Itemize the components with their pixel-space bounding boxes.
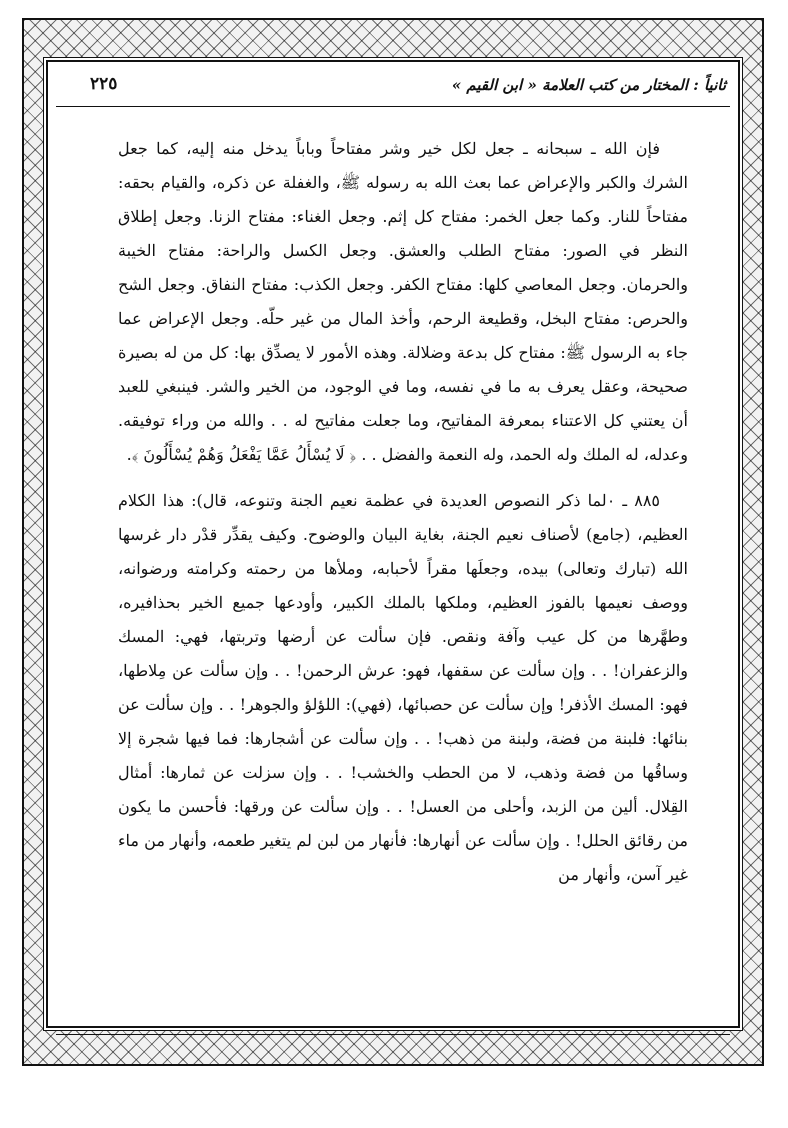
running-title: ثانياً : المختار من كتب العلامة « ابن القيم » bbox=[451, 76, 726, 94]
paragraph-paradise: ٨٨٥ ـ ٠لما ذكر النصوص العديدة في عظمة نعيم الجنة وتنوعه، قال): هذا الكلام العظيم، (جامع) لأصناف نعيم الجنة، بغاية البيان والوضوح. وكيف يقدِّر قدْر دار غرسها الله (تبارك وتعالى) بيده، وجعلَها مقراً لأحبابه، وملأها من رحمته وكرامته ورضوانه، ووصف نعيمها بالفوز العظيم، وملكها بالملك الكبير، وأودعها جميع الخير بحذافيره، وطهَّرها من كل عيب وآفة ونقص. فإن سألت عن أرضها وتربتها، فهي: المسك والزعفران! . . وإن سألت عن سقفها، فهو: عرش الرحمن! . . وإن سألت عن مِلاطها، فهو: المسك الأذفر! وإن سألت عن حصبائها، (فهي): اللؤلؤ والجوهر! . . وإن سألت عن بنائها: فلبنة من فضة، ولبنة من ذهب! . . وإن سألت عن أشجارها: فما فيها شجرة إلا وساقُها من فضة وذهب، لا من الحطب والخشب! . . وإن سزلت عن ثمارها: أمثال القِلال. ألين من الزبد، وأحلى من العسل! . . وإن سألت عن ورقها: فأحسن ما يكون من رقائق الحلل! . وإن سألت عن أنهارها: فأنهار من لبن لم يتغير طعمه، وأنهار من ماء غير آسن، وأنهار من bbox=[118, 491, 688, 884]
page-header bbox=[56, 70, 730, 107]
page-number: ٢٢٥ bbox=[90, 74, 118, 94]
page-body bbox=[118, 132, 688, 892]
bottom-rule bbox=[56, 1034, 730, 1035]
paragraph-keys: فإن الله ـ سبحانه ـ جعل لكل خير وشر مفتاحاً وباباً يدخل منه إليه، كما جعل الشرك والكبر والإعراض عما بعث الله به رسوله ﷺ، والغفلة عن ذكره، والقيام بحقه: مفتاحاً للنار. وكما جعل الخمر: مفتاح كل إثم. وجعل الغناء: مفتاح الزنا. وجعل إطلاق النظر في الصور: مفتاح الطلب والعشق. وجعل الكسل والراحة: مفتاح الخيبة والحرمان. وجعل المعاصي كلها: مفتاح الكفر. وجعل الكذب: مفتاح النفاق. وجعل الشح والحرص: مفتاح البخل، وقطيعة الرحم، وأخذ المال من غير حلّه. وجعل الإعراض عما جاء به الرسول ﷺ: مفتاح كل بدعة وضلالة. وهذه الأمور لا يصدِّق بها: كل من له بصيرة صحيحة، وعقل يعرف به ما في نفسه، وما في الوجود، من الخير والشر. فينبغي للعبد أن يعتني كل الاعتناء بمعرفة المفاتيح، وما جعلت مفاتيح له . . والله من وراء توفيقه. وعدله، له الملك وله الحمد، وله النعمة والفضل . . ﴿ لَا يُسْأَلُ عَمَّا يَفْعَلُ وَهُمْ يُسْأَلُونَ ﴾. bbox=[118, 139, 688, 464]
